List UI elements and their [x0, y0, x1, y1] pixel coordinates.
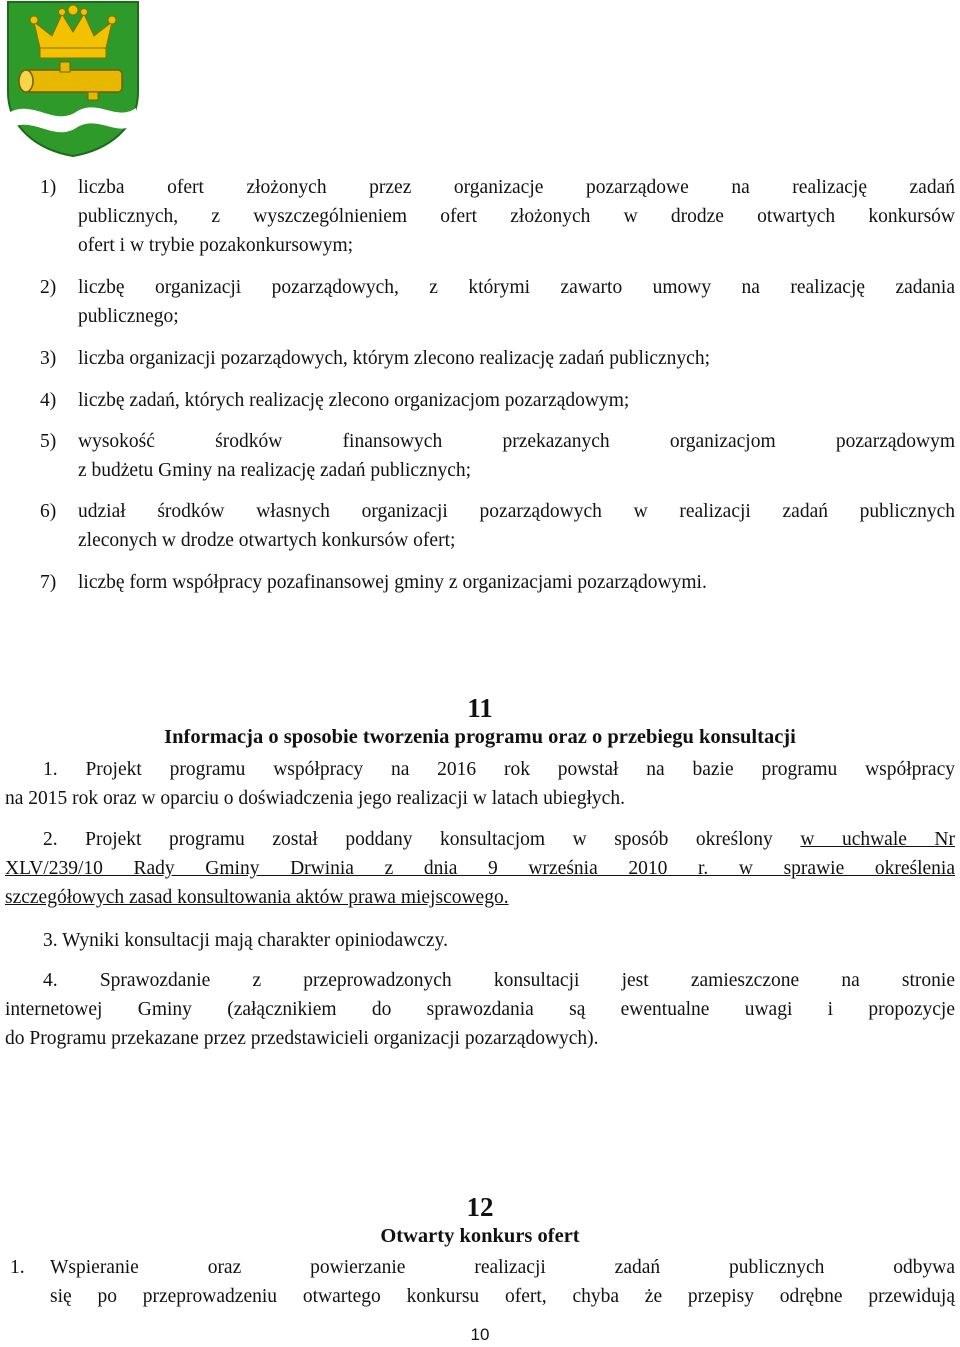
- list-item: 1) liczba ofert złożonych przez organizacje pozarządowe na realizację zadań publicznych, z wyszczególnieniem ofert złożonych w drodze otwartych konkursów ofert i w trybie pozakonkursowym;: [40, 173, 955, 260]
- section-number: 11: [467, 693, 493, 723]
- list-number: 7): [40, 572, 57, 593]
- list-item: 7) liczbę form współpracy pozafinansowej gminy z organizacjami pozarządowymi.: [40, 568, 955, 597]
- section-11-heading: [0, 692, 960, 750]
- page-number: 10: [470, 1325, 490, 1344]
- legal-reference-link[interactable]: XLV/239/10 Rady Gminy Drwinia z dnia 9 września 2010 r. w sprawie określenia: [5, 858, 955, 879]
- list-item: 6) udział środków własnych organizacji pozarządowych w realizacji zadań publicznych zleconych w drodze otwartych konkursów ofert;: [40, 497, 955, 555]
- legal-reference-link[interactable]: szczegółowych zasad konsultowania aktów prawa miejscowego.: [5, 887, 509, 908]
- section-title: Informacja o sposobie tworzenia programu oraz o przebiegu konsultacji: [164, 726, 796, 748]
- list-item: 3) liczba organizacji pozarządowych, którym zlecono realizację zadań publicznych;: [40, 344, 955, 373]
- paragraph: 3. Wyniki konsultacji mają charakter opiniodawczy.: [43, 930, 448, 951]
- list-number: 3): [40, 348, 57, 369]
- list-number: 1): [40, 177, 57, 198]
- list-number: 5): [40, 431, 57, 452]
- list-item: 2) liczbę organizacji pozarządowych, z którymi zawarto umowy na realizację zadania publicznego;: [40, 273, 955, 331]
- list-number: 6): [40, 501, 57, 522]
- section-12-heading: [0, 1191, 960, 1249]
- paragraph: 1. Projekt programu współpracy na 2016 rok powstał na bazie programu współpracy na 2015 rok oraz w oparciu o doświadczenia jego realizacji w latach ubiegłych.: [5, 759, 955, 809]
- paragraph: 4. Sprawozdanie z przeprowadzonych konsultacji jest zamieszczone na stronie internetowej Gminy (załącznikiem do sprawozdania są ewentualne uwagi i propozycje do Programu przekazane przez przedstawicieli organizacji pozarządowych).: [5, 970, 955, 1049]
- list-number: 2): [40, 277, 57, 298]
- list-number: 1.: [10, 1257, 25, 1278]
- list-item: 1. Wspieranie oraz powierzanie realizacji zadań publicznych odbywa się po przeprowadzeniu otwartego konkursu ofert, chyba że przepisy odrębne przewidują: [10, 1253, 955, 1311]
- coat-of-arms-logo: [4, 0, 142, 158]
- list-number: 4): [40, 390, 57, 411]
- paragraph: 2. Projekt programu został poddany konsultacjom w sposób określony w uchwale Nr XLV/239/10 Rady Gminy Drwinia z dnia 9 września 2010 r. w sprawie określenia szczegółowych zasad konsultowania aktów prawa miejscowego.: [5, 829, 956, 908]
- legal-reference-link[interactable]: w uchwale Nr: [800, 829, 956, 850]
- list-item: 5) wysokość środków finansowych przekazanych organizacjom pozarządowym z budżetu Gminy na realizację zadań publicznych;: [40, 427, 955, 485]
- list-item: 4) liczbę zadań, których realizację zlecono organizacjom pozarządowym;: [40, 386, 955, 415]
- section-title: Otwarty konkurs ofert: [380, 1225, 580, 1247]
- section-number: 12: [466, 1192, 494, 1222]
